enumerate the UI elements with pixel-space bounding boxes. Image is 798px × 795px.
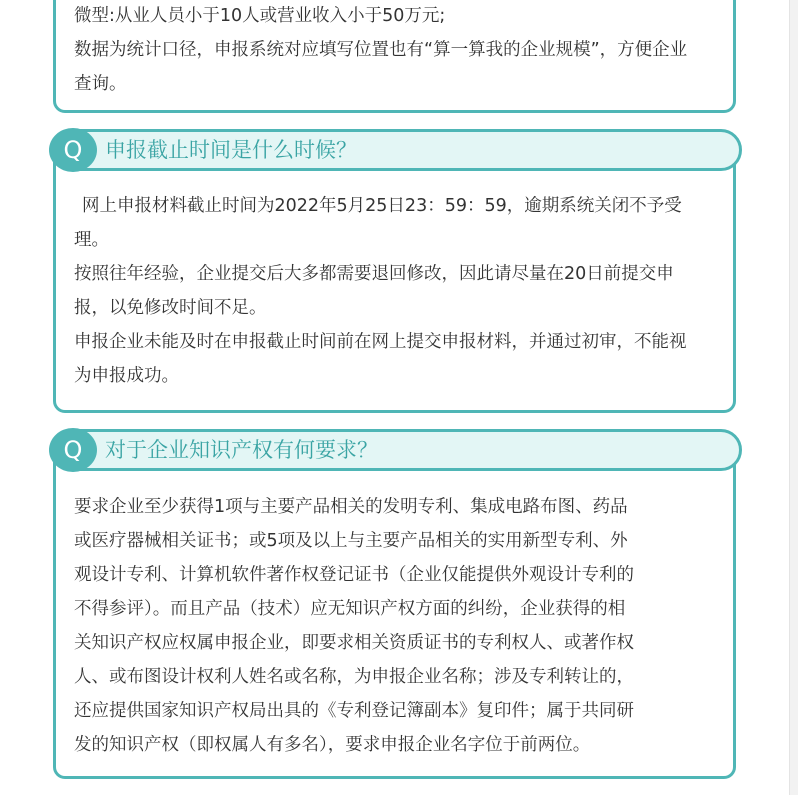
- answer-line-text: 网上申报材料截止时间为2022年5月25日23：59：59，逾期系统关闭不予受: [82, 196, 682, 216]
- question-title: 申报截止时间是什么时候？: [105, 138, 357, 162]
- scale-line: 微型:从业人员小于10人或营业收入小于50万元;: [74, 6, 446, 26]
- ip-question-header: [50, 429, 742, 471]
- scale-info-body: [74, 0, 719, 101]
- ip-answer-body: [74, 490, 719, 762]
- scale-info-card: [53, 0, 736, 113]
- answer-line: 人、或布图设计权利人姓名或名称，为申报企业名称；涉及专利转让的，: [74, 667, 634, 687]
- question-badge: Q: [49, 128, 97, 172]
- answer-line: 为申报成功。: [74, 366, 179, 386]
- question-badge: Q: [49, 428, 97, 472]
- answer-line: 观设计专利、计算机软件著作权登记证书（企业仅能提供外观设计专利的: [74, 565, 634, 585]
- scale-line: 查询。: [74, 74, 127, 94]
- ip-answer-card: [53, 448, 736, 779]
- answer-line: 报，以免修改时间不足。: [74, 298, 267, 318]
- answer-line: 或医疗器械相关证书；或5项及以上与主要产品相关的实用新型专利、外: [74, 531, 628, 551]
- answer-line: 理。: [74, 230, 109, 250]
- answer-line: 关知识产权应权属申报企业，即要求相关资质证书的专利权人、或著作权: [74, 633, 634, 653]
- answer-line: 按照往年经验，企业提交后大多都需要退回修改，因此请尽量在20日前提交申: [74, 264, 674, 284]
- answer-line: 不得参评）。而且产品（技术）应无知识产权方面的纠纷，企业获得的相: [74, 599, 626, 619]
- answer-line: 要求企业至少获得1项与主要产品相关的发明专利、集成电路布图、药品: [74, 497, 628, 517]
- answer-line: 申报企业未能及时在申报截止时间前在网上提交申报材料，并通过初审，不能视: [74, 332, 687, 352]
- deadline-question-header: [50, 129, 742, 171]
- scrollbar[interactable]: [789, 0, 798, 795]
- scale-line: 数据为统计口径，申报系统对应填写位置也有“算一算我的企业规模”，方便企业: [74, 40, 688, 60]
- deadline-answer-body: [74, 189, 719, 393]
- answer-line: 发的知识产权（即权属人有多名），要求申报企业名字位于前两位。: [74, 735, 591, 755]
- answer-line: [74, 189, 719, 223]
- answer-line: 还应提供国家知识产权局出具的《专利登记簿副本》复印件；属于共同研: [74, 701, 634, 721]
- question-title: 对于企业知识产权有何要求？: [105, 438, 378, 462]
- deadline-answer-card: [53, 148, 736, 413]
